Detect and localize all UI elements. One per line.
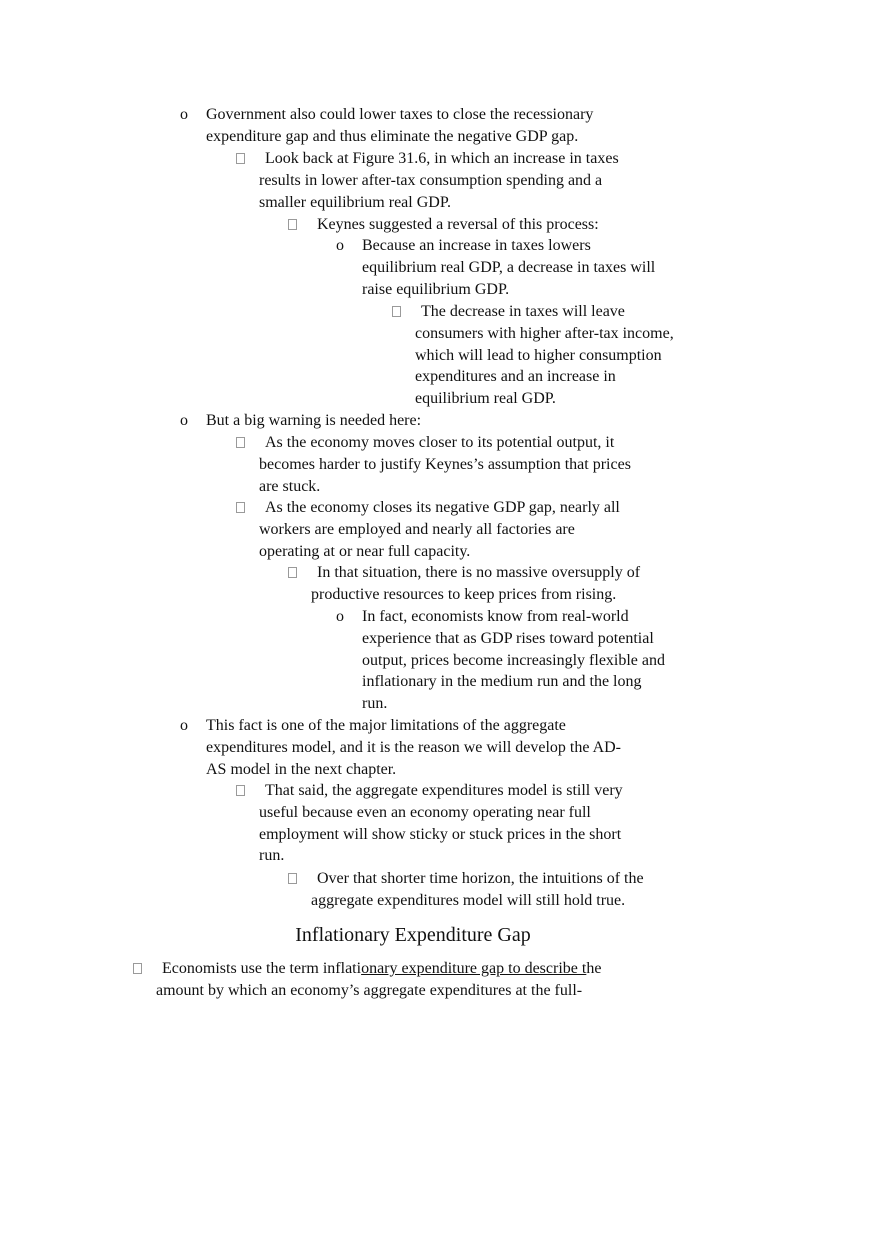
text-line: results in lower after-tax consumption spending and a <box>259 171 603 189</box>
text-line: The decrease in taxes will leave <box>421 303 625 320</box>
text-line: productive resources to keep prices from rising. <box>311 585 617 603</box>
text-line: Over that shorter time horizon, the intuitions of the <box>317 870 644 887</box>
underlined-text-segment: onary expenditure gap to describe t <box>361 960 587 977</box>
bullet-item-13 <box>285 868 685 912</box>
circle-bullet-icon: o <box>336 608 344 625</box>
text-segment: he <box>586 960 602 977</box>
text-line: raise equilibrium GDP. <box>362 280 510 298</box>
text-line: useful because even an economy operating near full <box>259 803 591 821</box>
text-line: equilibrium real GDP, a decrease in taxes will <box>362 258 656 276</box>
text-line: expenditure gap and thus eliminate the negative GDP gap. <box>206 127 579 145</box>
bullet-item-3 <box>285 214 685 236</box>
text-line: As the economy closes its negative GDP gap, nearly all <box>265 499 620 516</box>
text-line: AS model in the next chapter. <box>206 760 397 778</box>
text-line: Government also could lower taxes to close the recessionary <box>206 106 594 123</box>
bullet-item-final <box>130 958 650 1002</box>
text-line: That said, the aggregate expenditures model is still very <box>265 782 623 799</box>
bullet-item-1 <box>180 104 650 148</box>
square-bullet-icon <box>285 214 305 236</box>
text-line: which will lead to higher consumption <box>415 346 662 364</box>
bullet-item-11 <box>180 715 670 780</box>
text-line: This fact is one of the major limitations of the aggregate <box>206 717 566 734</box>
square-bullet-icon <box>285 868 305 890</box>
text-line: consumers with higher after-tax income, <box>415 324 674 342</box>
bullet-item-12 <box>233 780 673 867</box>
bullet-item-8 <box>233 497 673 562</box>
square-bullet-icon <box>285 562 305 584</box>
text-line: run. <box>362 695 388 713</box>
square-bullet-icon <box>389 301 409 323</box>
text-line: workers are employed and nearly all factories are <box>259 520 575 538</box>
square-bullet-icon <box>233 780 253 802</box>
text-line: As the economy moves closer to its potential output, it <box>265 434 615 451</box>
text-line: employment will show sticky or stuck prices in the short <box>259 825 622 843</box>
text-line <box>162 958 650 980</box>
text-line: Look back at Figure 31.6, in which an increase in taxes <box>265 150 619 167</box>
text-line: are stuck. <box>259 477 321 495</box>
text-line: aggregate expenditures model will still hold true. <box>311 891 626 909</box>
text-line: expenditures model, and it is the reason we will develop the AD- <box>206 738 622 756</box>
text-line: experience that as GDP rises toward potential <box>362 629 654 647</box>
circle-bullet-icon: o <box>180 717 188 734</box>
bullet-item-10 <box>336 606 706 715</box>
bullet-item-7 <box>233 432 673 497</box>
section-heading: Inflationary Expenditure Gap <box>295 924 531 946</box>
text-line: output, prices become increasingly flexible and <box>362 651 666 669</box>
square-bullet-icon <box>233 497 253 519</box>
text-line: equilibrium real GDP. <box>415 390 556 408</box>
text-line: operating at or near full capacity. <box>259 542 471 560</box>
bullet-item-5 <box>389 301 709 410</box>
bullet-item-9 <box>285 562 685 606</box>
text-line: But a big warning is needed here: <box>206 412 422 429</box>
circle-bullet-icon: o <box>180 412 188 429</box>
text-line: Keynes suggested a reversal of this process: <box>317 216 599 233</box>
text-line: inflationary in the medium run and the long <box>362 673 642 691</box>
text-line: smaller equilibrium real GDP. <box>259 193 451 211</box>
circle-bullet-icon: o <box>336 237 344 254</box>
bullet-item-4 <box>336 235 696 300</box>
text-line: amount by which an economy’s aggregate expenditures at the full- <box>156 981 583 999</box>
square-bullet-icon <box>233 148 253 170</box>
text-line: run. <box>259 847 285 865</box>
text-line: expenditures and an increase in <box>415 368 616 386</box>
text-segment: Economists use the term inflati <box>162 960 362 977</box>
square-bullet-icon <box>130 958 150 980</box>
text-line: In that situation, there is no massive oversupply of <box>317 564 641 581</box>
text-line: becomes harder to justify Keynes’s assumption that prices <box>259 455 631 473</box>
bullet-item-6 <box>180 410 650 432</box>
text-line: In fact, economists know from real-world <box>362 608 629 625</box>
bullet-item-2 <box>233 148 673 213</box>
text-line: Because an increase in taxes lowers <box>362 237 591 254</box>
square-bullet-icon <box>233 432 253 454</box>
circle-bullet-icon: o <box>180 106 188 123</box>
